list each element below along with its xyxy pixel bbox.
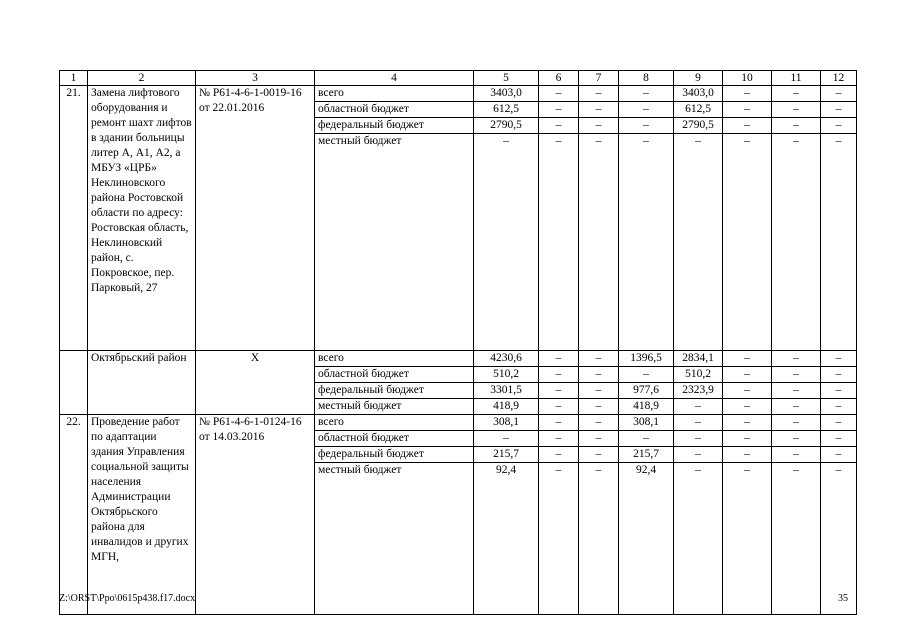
funding-source-label: всего [315,415,474,431]
column-number: 6 [539,71,579,86]
column-number: 3 [196,71,315,86]
amount-cell: – [579,447,619,463]
column-numbers-row [60,71,857,86]
document-number: № Р61-4-6-1-0019-16 от 22.01.2016 [196,86,315,351]
amount-cell: – [474,431,539,447]
amount-cell: – [821,118,857,134]
amount-cell: 612,5 [474,102,539,118]
funding-source-label: местный бюджет [315,399,474,415]
funding-source-label: местный бюджет [315,134,474,351]
amount-cell: – [821,415,857,431]
amount-cell: – [674,399,723,415]
amount-cell: 92,4 [619,463,674,615]
amount-cell: – [539,415,579,431]
column-number: 2 [88,71,196,86]
amount-cell: 308,1 [619,415,674,431]
funding-source-label: федеральный бюджет [315,118,474,134]
amount-cell: – [821,431,857,447]
amount-cell: 2323,9 [674,383,723,399]
item-number: 21. [60,86,88,351]
column-number: 7 [579,71,619,86]
amount-cell: – [772,118,821,134]
table-row [60,86,857,102]
amount-cell: – [539,351,579,367]
amount-cell: – [821,367,857,383]
funding-source-label: всего [315,351,474,367]
column-number: 9 [674,71,723,86]
amount-cell: 308,1 [474,415,539,431]
amount-cell: – [723,463,772,615]
amount-cell: – [821,351,857,367]
amount-cell: – [772,351,821,367]
amount-cell: – [821,102,857,118]
amount-cell: 4230,6 [474,351,539,367]
amount-cell: – [772,447,821,463]
item-number: 22. [60,415,88,615]
amount-cell: – [723,134,772,351]
column-number: 11 [772,71,821,86]
amount-cell: 977,6 [619,383,674,399]
amount-cell: – [674,134,723,351]
amount-cell: 92,4 [474,463,539,615]
footer-page-number: 35 [838,593,848,604]
amount-cell: – [539,447,579,463]
column-number: 10 [723,71,772,86]
amount-cell: – [674,415,723,431]
amount-cell: 612,5 [674,102,723,118]
amount-cell: – [579,134,619,351]
object-name: Проведение работ по адаптации здания Управления социальной защиты населения Администрации Октябрьского района для инвалидов и других МГН, [88,415,196,615]
amount-cell: – [674,463,723,615]
amount-cell: – [539,86,579,102]
amount-cell: 2790,5 [674,118,723,134]
document-number: № Р61-4-6-1-0124-16 от 14.03.2016 [196,415,315,615]
amount-cell: – [772,102,821,118]
amount-cell: – [579,383,619,399]
amount-cell: – [539,431,579,447]
funding-source-label: областной бюджет [315,431,474,447]
amount-cell: 418,9 [474,399,539,415]
amount-cell: – [723,415,772,431]
item-number [60,351,88,415]
amount-cell: – [579,118,619,134]
amount-cell: – [674,431,723,447]
funding-source-label: областной бюджет [315,367,474,383]
footer-file-path: Z:\ORST\Ppo\0615p438.f17.docx [59,593,196,604]
amount-cell: – [821,86,857,102]
amount-cell: – [674,447,723,463]
amount-cell: – [579,431,619,447]
amount-cell: – [539,463,579,615]
amount-cell: – [539,383,579,399]
amount-cell: – [772,431,821,447]
object-name: Замена лифтового оборудования и ремонт шахт лифтов в здании больницы литер А, А1, А2, а МБУЗ «ЦРБ» Неклиновского района Ростовской области по адресу: Ростовская область, Неклиновский район, с. Покровское, пер. Парковый, 27 [88,86,196,351]
amount-cell: – [772,463,821,615]
amount-cell: – [579,463,619,615]
amount-cell: – [772,399,821,415]
table-row [60,351,857,367]
amount-cell: 3403,0 [674,86,723,102]
budget-table [59,70,857,615]
amount-cell: – [579,367,619,383]
amount-cell: 2790,5 [474,118,539,134]
funding-source-label: областной бюджет [315,102,474,118]
column-number: 5 [474,71,539,86]
amount-cell: – [539,399,579,415]
amount-cell: – [723,447,772,463]
amount-cell: – [772,367,821,383]
amount-cell: – [723,102,772,118]
amount-cell: – [579,86,619,102]
amount-cell: – [539,367,579,383]
amount-cell: – [772,415,821,431]
amount-cell: 510,2 [474,367,539,383]
amount-cell: – [821,399,857,415]
amount-cell: – [474,134,539,351]
document-number: Х [196,351,315,415]
amount-cell: 3301,5 [474,383,539,399]
amount-cell: – [539,134,579,351]
column-number: 1 [60,71,88,86]
column-number: 12 [821,71,857,86]
amount-cell: – [619,86,674,102]
amount-cell: – [772,86,821,102]
amount-cell: 215,7 [474,447,539,463]
object-name: Октябрьский район [88,351,196,415]
amount-cell: – [821,383,857,399]
amount-cell: – [619,367,674,383]
amount-cell: – [723,351,772,367]
amount-cell: – [723,367,772,383]
amount-cell: 418,9 [619,399,674,415]
amount-cell: – [821,447,857,463]
table-row [60,415,857,431]
amount-cell: 1396,5 [619,351,674,367]
amount-cell: – [579,102,619,118]
amount-cell: – [821,463,857,615]
funding-source-label: всего [315,86,474,102]
amount-cell: – [619,431,674,447]
funding-source-label: федеральный бюджет [315,383,474,399]
amount-cell: – [619,102,674,118]
funding-source-label: федеральный бюджет [315,447,474,463]
amount-cell: 215,7 [619,447,674,463]
amount-cell: – [821,134,857,351]
amount-cell: – [723,86,772,102]
funding-source-label: местный бюджет [315,463,474,615]
amount-cell: – [539,102,579,118]
amount-cell: – [772,134,821,351]
amount-cell: 2834,1 [674,351,723,367]
amount-cell: – [772,383,821,399]
column-number: 4 [315,71,474,86]
amount-cell: 510,2 [674,367,723,383]
amount-cell: – [723,118,772,134]
amount-cell: 3403,0 [474,86,539,102]
column-number: 8 [619,71,674,86]
amount-cell: – [579,399,619,415]
amount-cell: – [579,415,619,431]
amount-cell: – [723,431,772,447]
amount-cell: – [619,134,674,351]
amount-cell: – [723,383,772,399]
amount-cell: – [539,118,579,134]
amount-cell: – [723,399,772,415]
amount-cell: – [619,118,674,134]
amount-cell: – [579,351,619,367]
